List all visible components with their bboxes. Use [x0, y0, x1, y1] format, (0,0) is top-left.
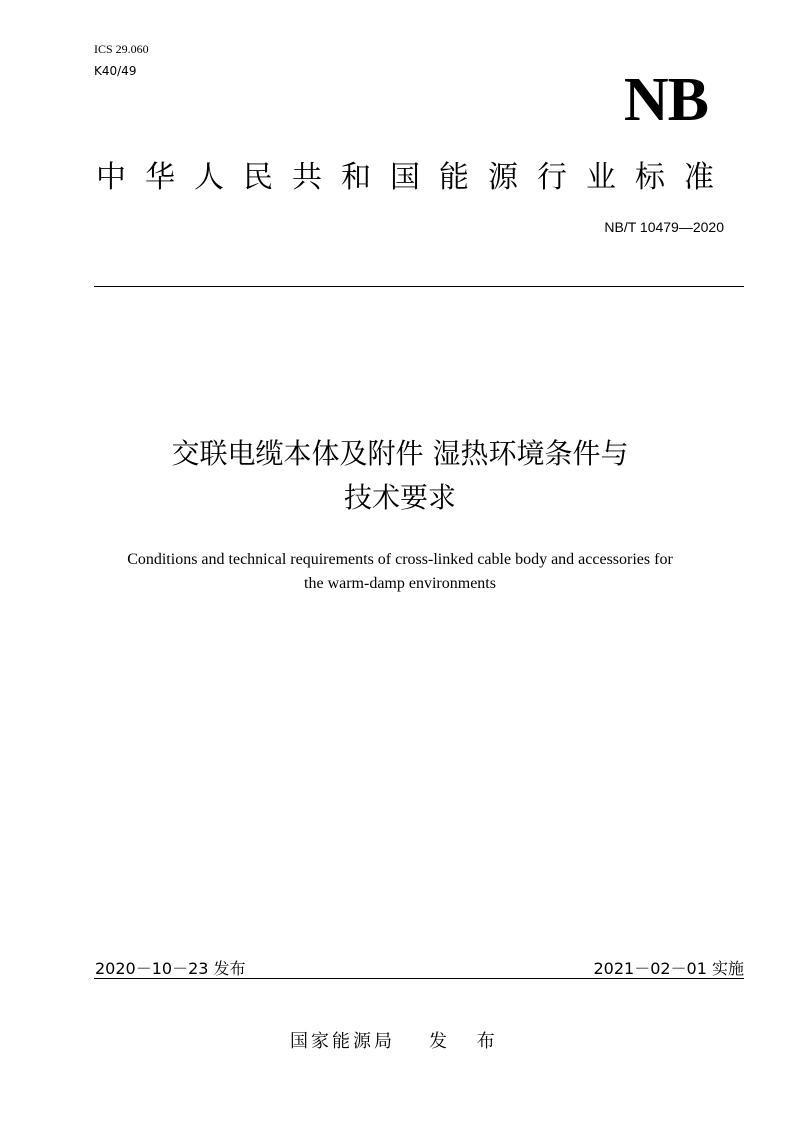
english-title-line-1: Conditions and technical requirements of cross-linked cable body and accessories for: [127, 551, 673, 568]
ics-code: ICS 29.060: [94, 42, 149, 56]
issuer-line: [290, 1030, 507, 1054]
english-title: [40, 548, 760, 596]
document-title-line-2: 技术要求: [343, 481, 456, 514]
header-divider: [94, 286, 744, 287]
publish-date: 2020－10－23 发布: [95, 959, 246, 978]
issuing-authority: 国家能源局: [290, 1031, 395, 1052]
nb-logo: NB: [623, 66, 708, 134]
classification-code: K40/49: [94, 64, 137, 78]
implementation-date: 2021－02－01 实施: [593, 959, 744, 978]
footer-divider: [94, 978, 744, 979]
standard-number: NB/T 10479—2020: [604, 219, 724, 235]
english-title-line-2: the warm-damp environments: [304, 575, 496, 592]
issue-action: 发 布: [429, 1031, 507, 1052]
document-title-line-1: 交联电缆本体及附件 湿热环境条件与: [171, 437, 629, 470]
organization-title: 中华人民共和国能源行业标准: [96, 160, 733, 195]
